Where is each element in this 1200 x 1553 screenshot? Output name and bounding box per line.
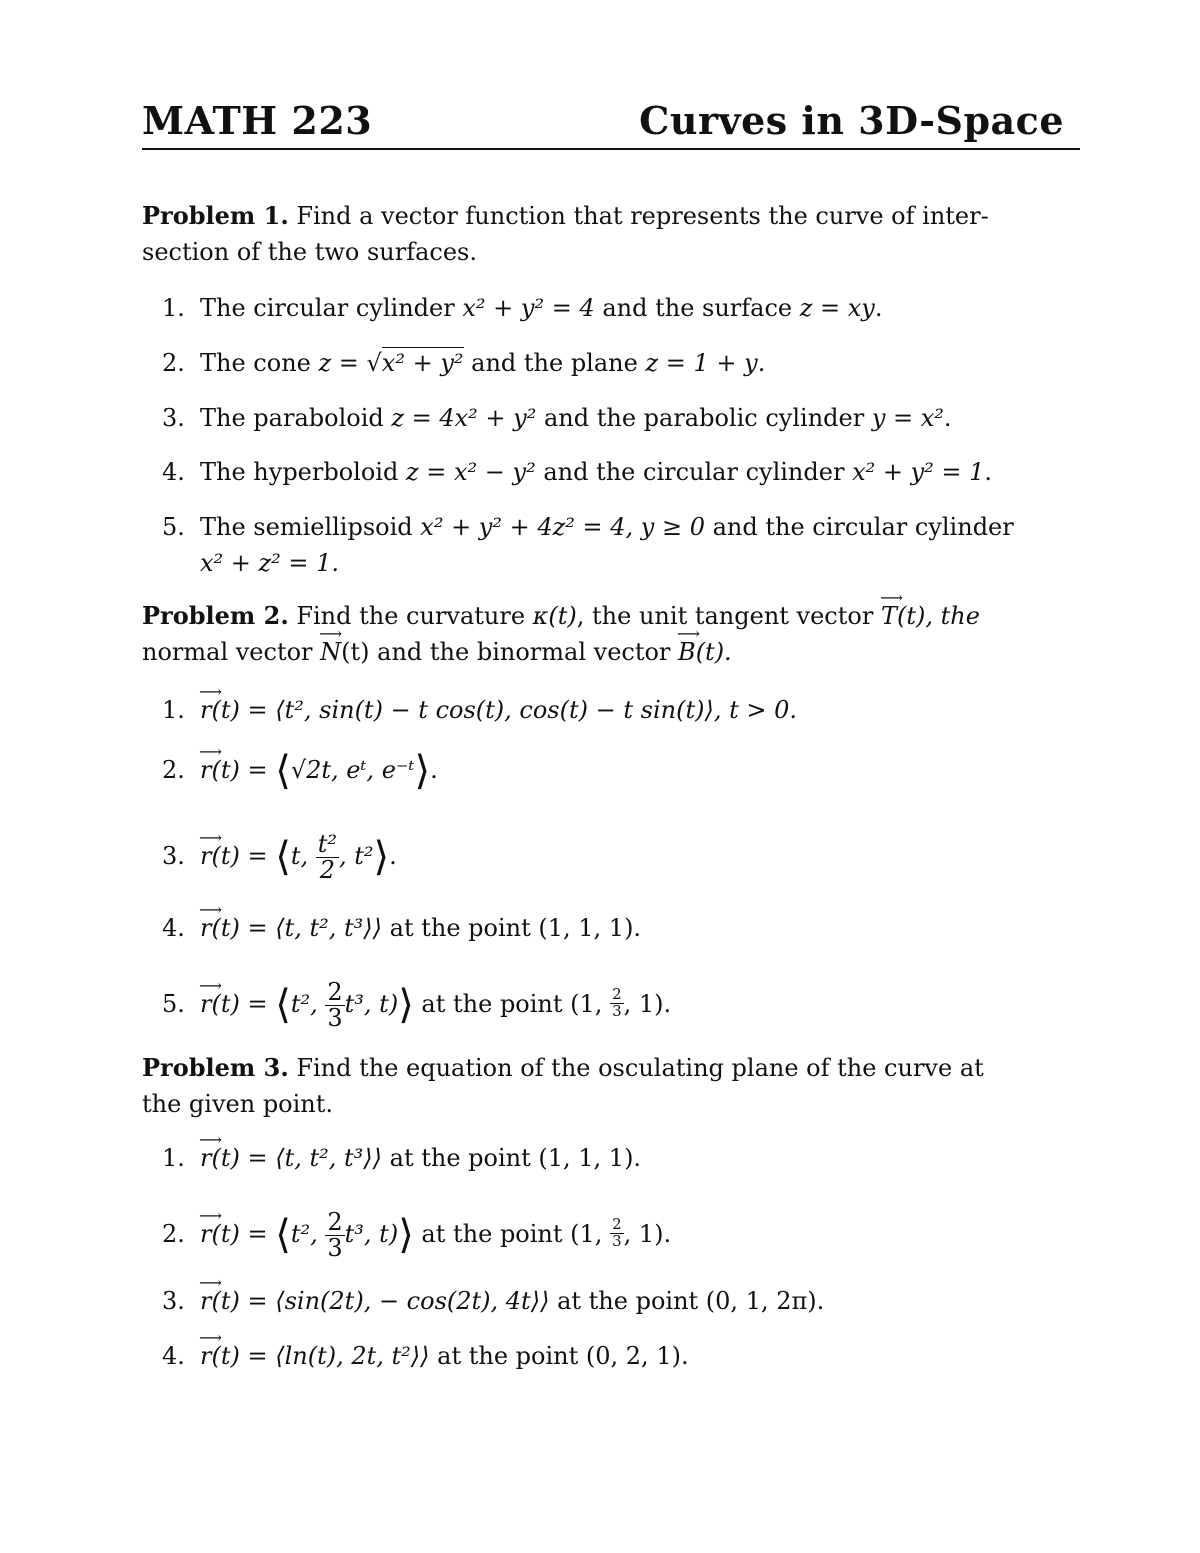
item-text: .	[943, 404, 952, 432]
item-math: ⟨sin(2t), − cos(2t), 4t⟩⟩	[275, 1287, 550, 1315]
r-vector-symbol: ⟶ r	[200, 986, 211, 1022]
item-math: (t) =	[211, 842, 276, 871]
item-number: 1.	[162, 294, 185, 322]
fraction-numerator: 2	[327, 1208, 343, 1236]
item-text: and the circular cylinder	[704, 513, 1014, 541]
fraction-numerator: 2	[612, 985, 622, 1004]
problem-2-text: (t) and the binormal vector	[341, 638, 679, 666]
fraction-denominator: 2	[319, 856, 336, 885]
item-text: and the parabolic cylinder	[536, 404, 872, 432]
r-vector-symbol: ⟶ r	[200, 1283, 211, 1319]
problem-2-statement	[142, 598, 1022, 670]
item-number: 1.	[162, 1144, 185, 1172]
item-math: ⟨t, t², t³⟩⟩	[275, 1144, 383, 1172]
tangent-vector-symbol: ⟶ T	[881, 598, 897, 634]
r-vector-symbol: ⟶ r	[200, 910, 211, 946]
item-math: z = 4x² + y²	[391, 404, 537, 432]
problem-1-label: Problem 1.	[142, 201, 289, 230]
problem-3-text: Find the equation of the osculating plane of the curve at	[296, 1054, 984, 1082]
left-angle-bracket: ⟨	[275, 1212, 291, 1259]
normal-vector-symbol: ⟶ N	[320, 634, 341, 670]
item-text: The semiellipsoid	[200, 513, 421, 541]
item-math: z =	[318, 349, 367, 377]
item-math: (t) =	[211, 1342, 276, 1370]
item-math: (t) =	[211, 756, 276, 784]
r-vector-symbol: ⟶ r	[200, 1216, 211, 1252]
fraction-numerator: 2	[327, 978, 343, 1006]
problem-2-item-1	[162, 692, 1042, 728]
item-text: at the point (1, 1, 1).	[382, 914, 642, 942]
r-vector-symbol: ⟶ r	[200, 1338, 211, 1374]
sqrt-radicand: x² + y²	[381, 349, 464, 377]
point-fraction	[610, 1217, 624, 1250]
problem-2-item-2: 2.⟶ r(t) = ⟨√2t, eᵗ, e⁻ᵗ⟩.	[162, 752, 1042, 789]
problem-1-item-5	[162, 509, 1042, 581]
item-number: 2.	[162, 349, 185, 377]
fraction	[316, 832, 339, 883]
item-math: (t) =	[211, 1144, 276, 1172]
item-text: , 1).	[623, 990, 672, 1019]
problem-3-text-line2: the given point.	[142, 1090, 334, 1118]
item-text: at the point (0, 1, 2π).	[549, 1287, 825, 1315]
item-text: The circular cylinder	[200, 294, 463, 322]
item-math: t³, t)	[344, 1220, 399, 1249]
item-math: (t) =	[211, 1220, 276, 1249]
item-math: t³, t)	[344, 990, 399, 1019]
r-vector-symbol: ⟶ r	[200, 1140, 211, 1176]
item-number: 5.	[162, 990, 185, 1019]
item-number: 3.	[162, 842, 185, 871]
left-angle-bracket: ⟨	[275, 834, 291, 881]
problem-2-text: (t).	[695, 638, 732, 666]
item-math: x² + y² = 4	[462, 294, 595, 322]
problem-3-item-2	[162, 1210, 1042, 1261]
item-math: z = xy	[799, 294, 875, 322]
problem-3-item-3	[162, 1283, 1042, 1319]
item-text: at the point (1,	[413, 1220, 611, 1249]
item-math: (t) =	[211, 696, 276, 724]
item-text: and the circular cylinder	[535, 458, 853, 486]
item-math: x² + z² = 1.	[200, 549, 340, 577]
item-text: , 1).	[623, 1220, 672, 1249]
problem-3-statement	[142, 1050, 1022, 1122]
problem-1-item-3	[162, 400, 1042, 436]
item-math: z = 1 + y	[645, 349, 758, 377]
problem-3-label: Problem 3.	[142, 1053, 289, 1082]
right-angle-bracket: ⟩	[398, 1212, 414, 1259]
item-math: z = x² − y²	[405, 458, 536, 486]
problem-1-item-2	[162, 345, 1042, 381]
item-number: 2.	[162, 756, 185, 784]
item-math: ⟨t², sin(t) − t cos(t), cos(t) − t sin(t)⟩, t > 0.	[275, 696, 797, 724]
fraction-denominator: 3	[327, 1004, 343, 1033]
r-vector-symbol: ⟶ r	[200, 752, 211, 788]
item-text: The paraboloid	[200, 404, 392, 432]
item-math: t²,	[290, 990, 326, 1019]
right-angle-bracket: ⟩	[414, 748, 431, 794]
left-angle-bracket: ⟨	[275, 982, 291, 1029]
fraction-denominator: 3	[612, 1002, 622, 1021]
fraction-denominator: 3	[327, 1234, 343, 1263]
right-angle-bracket: ⟩	[398, 982, 414, 1029]
curvature-symbol: κ(t)	[532, 602, 577, 630]
item-text: The cone	[200, 349, 319, 377]
binormal-vector-symbol: ⟶ B	[678, 634, 696, 670]
problem-2-item-4	[162, 910, 1042, 946]
item-number: 4.	[162, 1342, 185, 1370]
left-angle-bracket: ⟨	[275, 748, 291, 794]
item-number: 1.	[162, 696, 185, 724]
problem-2-text: normal vector	[142, 638, 321, 666]
item-number: 2.	[162, 1220, 185, 1249]
problem-2-item-5	[162, 980, 1042, 1031]
item-math: √2t, eᵗ, e⁻ᵗ	[290, 756, 415, 784]
item-math: t,	[290, 842, 316, 871]
item-number: 3.	[162, 1287, 185, 1315]
point-fraction	[610, 987, 624, 1020]
item-math: (t) =	[211, 990, 276, 1019]
item-text: at the point (0, 2, 1).	[429, 1342, 689, 1370]
item-math: , t²	[339, 842, 374, 871]
problem-1-text: Find a vector function that represents the curve of inter-	[296, 202, 989, 230]
sqrt-sign: √	[366, 349, 382, 377]
item-text: at the point (1, 1, 1).	[382, 1144, 642, 1172]
topic-title: Curves in 3D-Space	[639, 98, 1064, 143]
item-math: x² + y² + 4z² = 4, y ≥ 0	[420, 513, 705, 541]
problem-2-text: , the unit tangent vector	[576, 602, 881, 630]
item-math: y = x²	[871, 404, 944, 432]
fraction-numerator: 2	[612, 1215, 622, 1234]
item-text: .	[757, 349, 766, 377]
item-text: and the plane	[463, 349, 646, 377]
item-text: The hyperboloid	[200, 458, 406, 486]
problem-3-item-1	[162, 1140, 1042, 1176]
item-math: ⟨ln(t), 2t, t²⟩⟩	[275, 1342, 430, 1370]
fraction	[325, 1210, 344, 1261]
item-math: t²,	[290, 1220, 326, 1249]
page-header	[142, 98, 1080, 150]
item-number: 3.	[162, 404, 185, 432]
item-text: .	[874, 294, 883, 322]
item-number: 5.	[162, 513, 185, 541]
item-math: (t) =	[211, 1287, 276, 1315]
r-vector-symbol: ⟶ r	[200, 692, 211, 728]
item-math: (t) =	[211, 914, 276, 942]
item-number: 4.	[162, 458, 185, 486]
item-number: 4.	[162, 914, 185, 942]
r-vector-symbol: ⟶ r	[200, 838, 211, 874]
problem-1-item-1	[162, 290, 1042, 326]
item-math: x² + y² = 1	[852, 458, 985, 486]
right-angle-bracket: ⟩	[373, 834, 390, 881]
problem-2-text: Find the curvature	[296, 602, 533, 630]
problem-1-item-4	[162, 454, 1042, 490]
item-text: .	[984, 458, 993, 486]
fraction	[325, 980, 344, 1031]
problem-2-item-3: 3.⟶ r(t) = ⟨t, $\frac{\text{t²}}{2}$ , t²⟩.	[162, 832, 1042, 883]
problem-2-label: Problem 2.	[142, 601, 289, 630]
problem-1-statement	[142, 198, 1022, 270]
fraction-denominator: 3	[612, 1232, 622, 1251]
item-text: and the surface	[594, 294, 800, 322]
item-text: at the point (1,	[413, 990, 611, 1019]
problem-1-text-line2: section of the two surfaces.	[142, 238, 478, 266]
problem-2-text: (t), the	[896, 602, 980, 630]
item-math: ⟨t, t², t³⟩⟩	[275, 914, 383, 942]
problem-3-item-4	[162, 1338, 1042, 1374]
fraction-numerator: t²	[317, 830, 338, 858]
course-title: MATH 223	[142, 98, 373, 143]
